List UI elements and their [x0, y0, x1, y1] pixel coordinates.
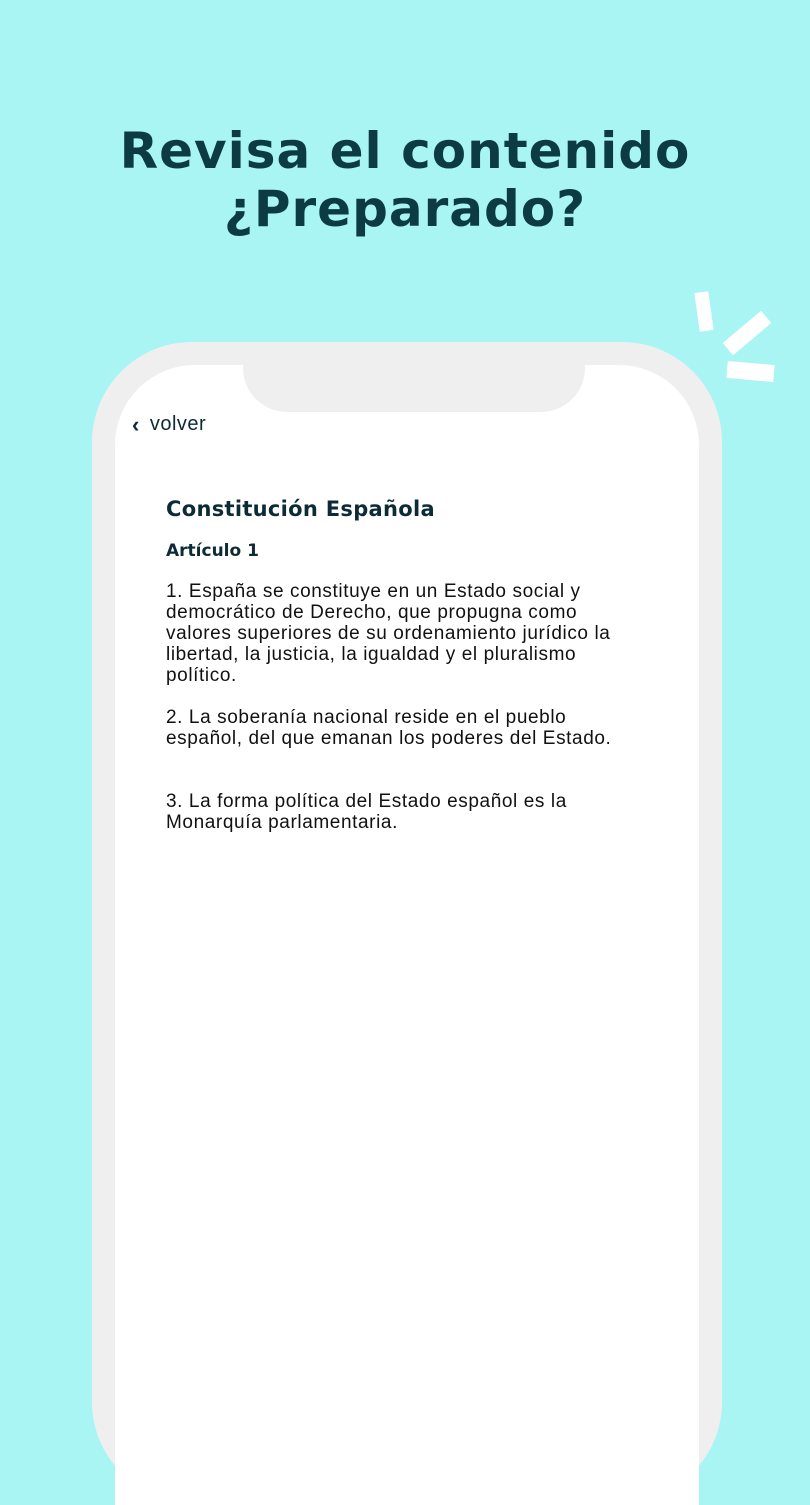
sparkle-decoration [726, 361, 774, 382]
phone-notch [243, 365, 585, 412]
article-title: Artículo 1 [166, 541, 259, 561]
sparkle-decoration [723, 311, 772, 355]
phone-screen [115, 365, 699, 1505]
phone-mockup [92, 342, 722, 1502]
back-label: volver [149, 413, 207, 435]
promo-headline [0, 122, 810, 238]
back-button[interactable] [132, 413, 206, 436]
document-title: Constitución Española [166, 497, 435, 521]
chevron-left-icon: ‹ [132, 411, 140, 437]
sparkle-decoration [694, 291, 713, 332]
article-paragraph: 2. La soberanía nacional reside en el pueblo español, del que emanan los poderes del Estado. [166, 707, 612, 749]
article-paragraph: 3. La forma política del Estado español es la Monarquía parlamentaria. [166, 791, 567, 833]
article-paragraph: 1. España se constituye en un Estado social y democrático de Derecho, que propugna como valores superiores de su ordenamiento jurídico la libertad, la justicia, la igualdad y el pluralismo político. [166, 581, 611, 686]
headline-line-2: ¿Preparado? [223, 180, 587, 238]
headline-line-1: Revisa el contenido [119, 122, 691, 180]
